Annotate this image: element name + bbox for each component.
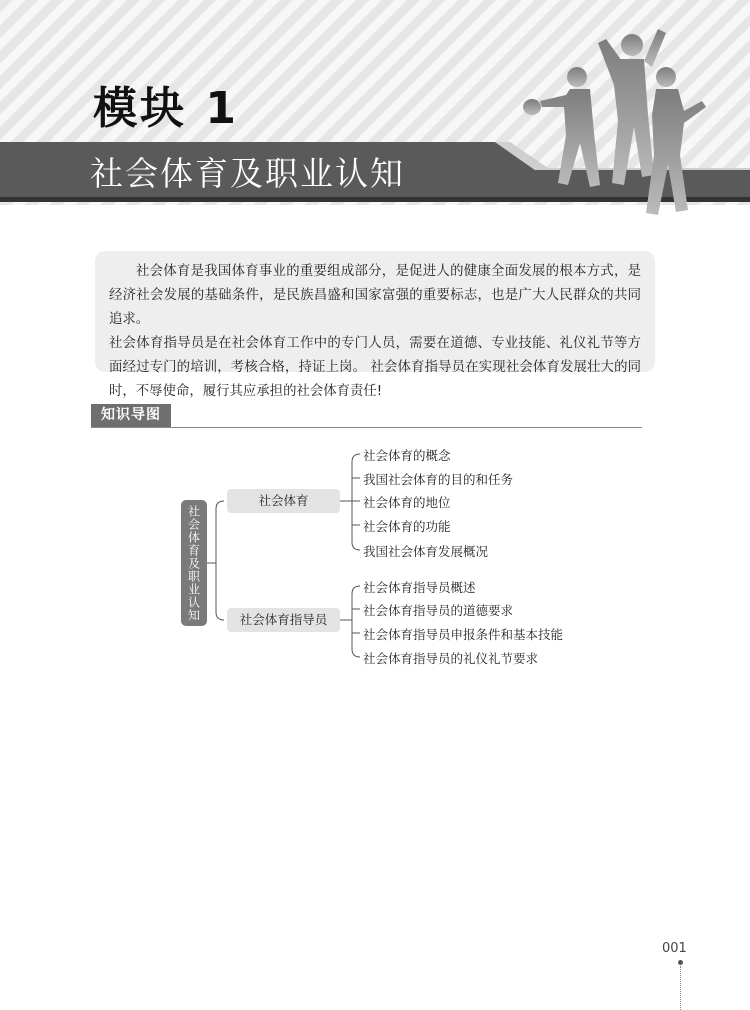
mindmap-leaf: 社会体育的地位 [363, 495, 451, 510]
mindmap-leaf: 我国社会体育的目的和任务 [363, 472, 514, 487]
mindmap-leaf: 社会体育的功能 [363, 519, 451, 534]
page-number: 001 [662, 941, 687, 956]
mindmap-leaf: 社会体育指导员概述 [363, 580, 476, 595]
mindmap-leaf: 社会体育的概念 [363, 448, 451, 463]
mindmap-branch-instructor: 社会体育指导员 [227, 608, 340, 632]
intro-paragraph-1: 社会体育是我国体育事业的重要组成部分，是促进人的健康全面发展的根本方式，是经济社会发展的基础条件，是民族昌盛和国家富强的重要标志，也是广大人民群众的共同追求。 [109, 264, 641, 327]
section-title: 知识导图 [91, 404, 171, 427]
mindmap-leaf: 社会体育指导员的道德要求 [363, 603, 514, 618]
page-marker-dot [678, 960, 683, 965]
intro-paragraph-2: 社会体育指导员是在社会体育工作中的专门人员，需要在道德、专业技能、礼仪礼节等方面经过专门的培训，考核合格，持证上岗。 社会体育指导员在实现社会体育发展壮大的同时，不辱使命，履行其应承担的社会体育责任! [109, 336, 641, 399]
mindmap-leaf: 社会体育指导员的礼仪礼节要求 [363, 651, 539, 666]
module-label: 模块 1 [93, 83, 239, 134]
mindmap-branch-social-sports: 社会体育 [227, 489, 340, 513]
module-title: 社会体育及职业认知 [90, 154, 405, 193]
mindmap-root: 社会体育及职业认知 [181, 500, 207, 626]
mindmap-leaf: 社会体育指导员申报条件和基本技能 [363, 627, 564, 642]
page-marker-line [680, 966, 681, 1010]
mindmap-leaf: 我国社会体育发展概况 [363, 544, 489, 559]
